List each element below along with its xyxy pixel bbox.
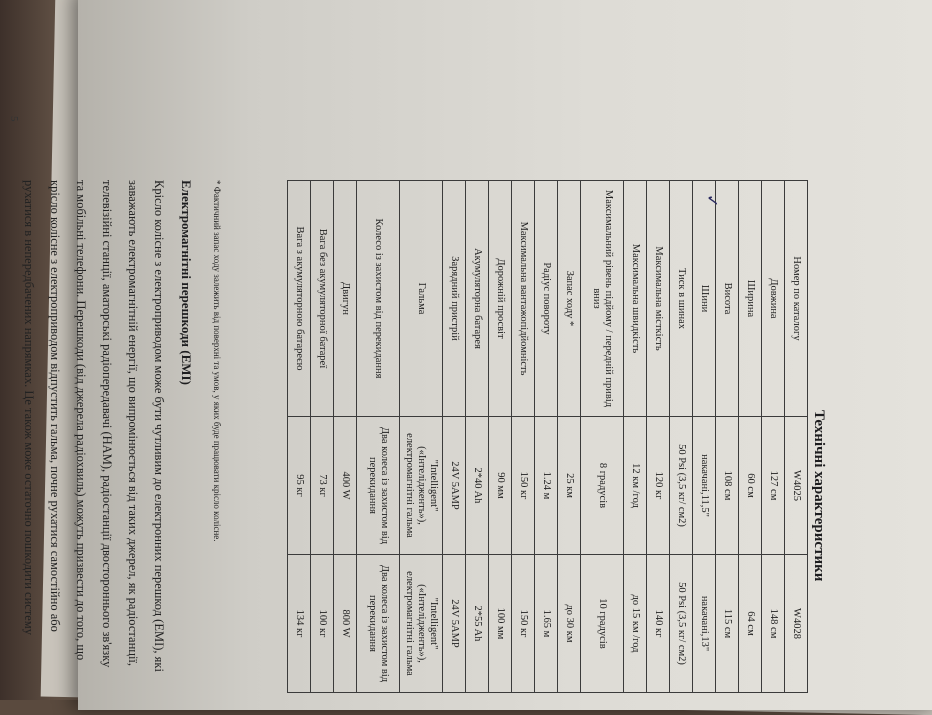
spec-value-cell: 134 кг (288, 555, 311, 693)
spec-value-cell: "Intelligent" («Інтелідженть»), електромагнітні гальма (400, 417, 443, 555)
table-row (512, 181, 535, 693)
spec-label-cell: Ширина (739, 181, 762, 417)
page-title: Технічні характеристики (811, 410, 827, 582)
checkmark-icon: ✓ (703, 194, 720, 208)
spec-value-cell: "Intelligent" («Інтелідженть»), електромагнітні гальма (400, 555, 443, 693)
spec-label-cell: Тиск в шинах (670, 181, 693, 417)
spec-value-cell: Два колеса із захистом від перекидання (357, 555, 400, 693)
spec-value-cell: накачані,11,5" (693, 417, 716, 555)
spec-value-cell: до 15 км /год (624, 555, 647, 693)
table-row (400, 181, 443, 693)
spec-label-cell: Максимальна швидкість (624, 181, 647, 417)
spec-value-cell: 8 градусів (581, 417, 624, 555)
spec-value-cell: 150 кг (512, 417, 535, 555)
spec-value-cell: 115 см (716, 555, 739, 693)
spec-label-cell: Гальма (400, 181, 443, 417)
spec-label-cell: Двигун (334, 181, 357, 417)
spec-value-cell: 100 мм (489, 555, 512, 693)
spec-value-cell: 95 кг (288, 417, 311, 555)
spec-label-cell: Зарядний пристрій (443, 181, 466, 417)
spec-value-cell: 73 кг (311, 417, 334, 555)
spec-label-cell: Радіус повороту (535, 181, 558, 417)
spec-value-cell: 800 W (334, 555, 357, 693)
spec-label-cell: Шини (693, 181, 716, 417)
spec-value-cell: 1.24 м (535, 417, 558, 555)
emi-paragraph: Крісло колісне з електроприводом може бути чутливим до електронних перешкод (EMI), які заважають електромагнітній енергії, що випромінюється від таких джерел, як радіостанції, телевізійні станції, аматорські радіопередавачі (HAM), радіостанції двостороннього зв'язку та мобільні телефони. Перешкоди (від джерела радіохвиль) можуть призвести до того, що крісло колісне з електроприводом відпустить гальма, почне рухатися самостійно або рухатися в непередбачених напрямках. Це також може остаточно пошкодити систему (22, 180, 166, 672)
table-row (785, 181, 808, 693)
table-row (693, 181, 716, 693)
spec-value-cell: 60 см (739, 417, 762, 555)
spec-value-cell: 50 Psi (3,5 кг/ см2) (670, 417, 693, 555)
table-row (581, 181, 624, 693)
spec-table (287, 180, 808, 693)
spec-label-cell: Максимальна місткість (647, 181, 670, 417)
spec-value-cell: 150 кг (512, 555, 535, 693)
table-row (443, 181, 466, 693)
spec-value-cell: 10 градусів (581, 555, 624, 693)
spec-value-cell: 90 мм (489, 417, 512, 555)
spec-label-cell: Дорожній просвіт (489, 181, 512, 417)
spec-value-cell: 2*55 Ah (466, 555, 489, 693)
table-row (716, 181, 739, 693)
spec-value-cell: 24V 5AMP (443, 417, 466, 555)
table-row (288, 181, 311, 693)
spec-value-cell: 127 см (762, 417, 785, 555)
spec-label-cell: Акумуляторна батарея (466, 181, 489, 417)
spec-label-cell: Номер по каталогу (785, 181, 808, 417)
spec-value-cell: 400 W (334, 417, 357, 555)
table-row (466, 181, 489, 693)
spec-value-cell: 24V 5AMP (443, 555, 466, 693)
spec-value-cell: 25 км (558, 417, 581, 555)
table-row (357, 181, 400, 693)
spec-value-cell: 2*40 Ah (466, 417, 489, 555)
spec-value-cell: 1.65 м (535, 555, 558, 693)
spec-value-cell: 100 кг (311, 555, 334, 693)
table-row (762, 181, 785, 693)
spec-value-cell: до 30 км (558, 555, 581, 693)
table-row (535, 181, 558, 693)
emi-heading: Електромагнітні перешкоди (EMI) (179, 180, 194, 385)
spec-label-cell: Запас ходу * (558, 181, 581, 417)
spec-value-cell: 64 см (739, 555, 762, 693)
table-row (558, 181, 581, 693)
spec-value-cell: 148 см (762, 555, 785, 693)
page-number: 5 (8, 116, 20, 122)
spec-value-cell: 50 Psi (3,5 кг/ см2) (670, 555, 693, 693)
table-row (739, 181, 762, 693)
spec-label-cell: Максимальний рівень підйому / передній привід вниз (581, 181, 624, 417)
spec-value-cell: накачані,13" (693, 555, 716, 693)
spec-label-cell: Вага з акумуляторною батареєю (288, 181, 311, 417)
table-row (334, 181, 357, 693)
table-row (670, 181, 693, 693)
table-row (624, 181, 647, 693)
table-row (311, 181, 334, 693)
spec-label-cell: Вага без акумуляторної батареї (311, 181, 334, 417)
table-row (489, 181, 512, 693)
spec-label-cell: Довжина (762, 181, 785, 417)
spec-value-cell: 108 см (716, 417, 739, 555)
spec-value-cell: 120 кг (647, 417, 670, 555)
spec-value-cell: 140 кг (647, 555, 670, 693)
spec-value-cell: 12 км /год (624, 417, 647, 555)
footnote: * Фактичний запас ходу залежить від поверхні та умов, у яких буде працювати крісло колісне. (212, 180, 222, 542)
spec-value-cell: W4028 (785, 555, 808, 693)
spec-value-cell: W4025 (785, 417, 808, 555)
spec-value-cell: Два колеса із захистом від перекидання (357, 417, 400, 555)
table-row (647, 181, 670, 693)
spec-label-cell: Висота (716, 181, 739, 417)
spec-label-cell: Колесо із захистом від перекидання (357, 181, 400, 417)
spec-label-cell: Максимальна вантажопідйомність (512, 181, 535, 417)
